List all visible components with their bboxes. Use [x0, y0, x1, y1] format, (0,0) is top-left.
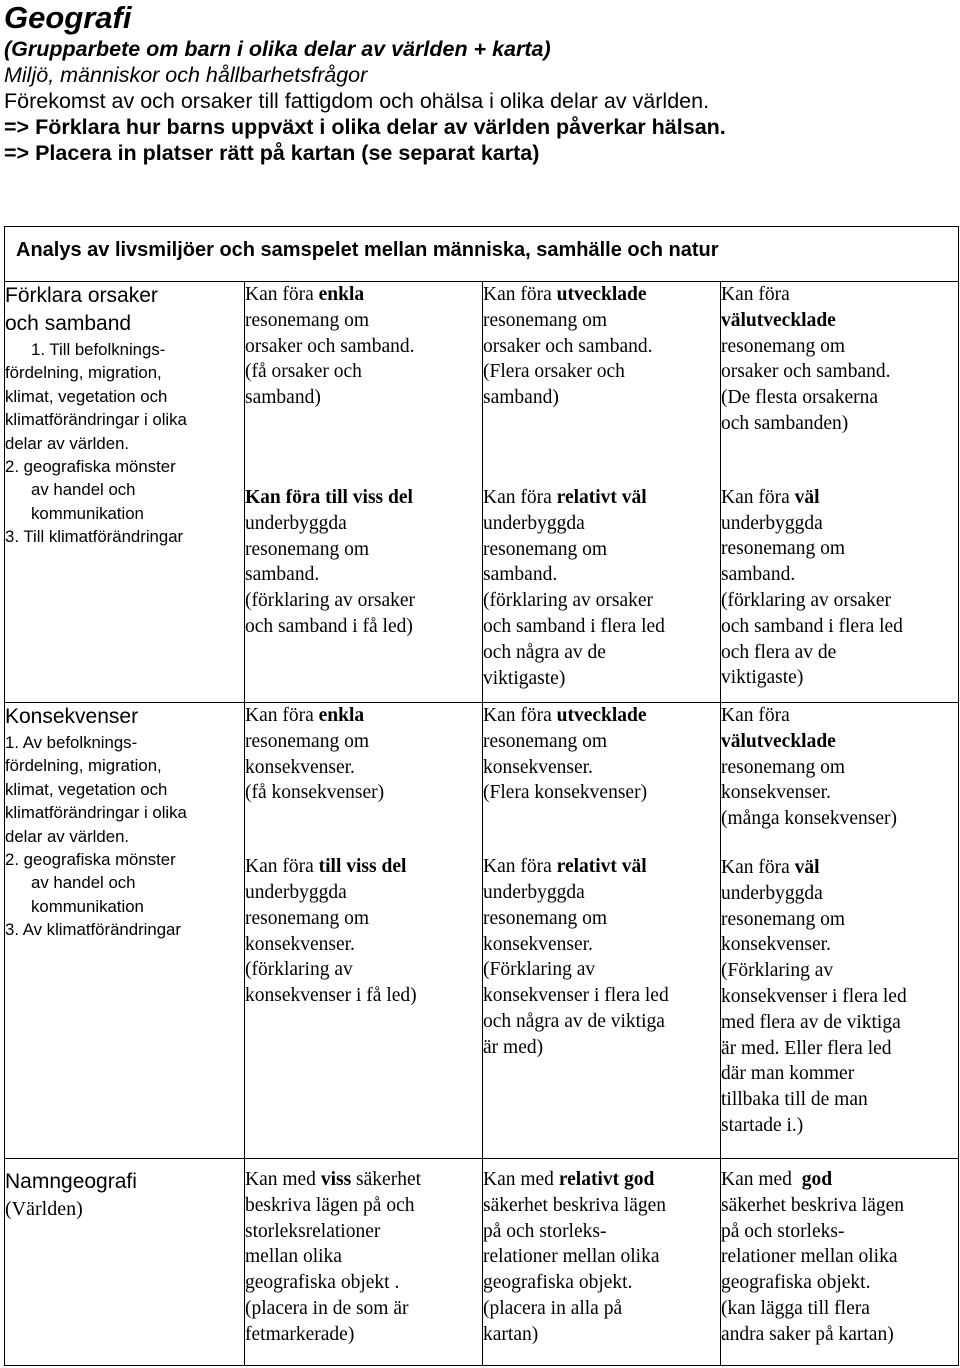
list-item: 3. Till klimatförändringar — [5, 527, 184, 547]
cell-line: (Flera konsekvenser) — [483, 782, 648, 804]
subtitle-topic: Miljö, människor och hållbarhetsfrågor — [4, 63, 368, 87]
cell-line: fetmarkerade) — [245, 1323, 355, 1345]
matrix-banner: Analys av livsmiljöer och samspelet mellan människa, samhälle och natur — [5, 227, 959, 282]
subtitle-group-work: (Grupparbete om barn i olika delar av världen + karta) — [4, 37, 551, 61]
cell-line — [483, 1167, 720, 1193]
cell-line — [245, 1167, 482, 1193]
cell-line: resonemang om — [483, 730, 608, 752]
cell-emphasis: viss — [320, 1169, 352, 1190]
cell-line — [245, 282, 482, 308]
cell-line — [483, 282, 720, 308]
cell-line: är med. Eller flera led — [721, 1037, 892, 1059]
list-item: klimat, vegetation och — [5, 386, 168, 406]
cell-text: Kan föra — [245, 856, 319, 878]
cell-line: (förklaring av orsaker — [245, 590, 416, 612]
cell-text: Kan föra — [721, 486, 795, 508]
cell-line: resonemang om — [245, 538, 370, 560]
cell-line: geografiska objekt. — [721, 1272, 871, 1294]
cell-line: beskriva lägen på och — [245, 1194, 415, 1216]
cell-line: orsaker och samband. — [721, 361, 891, 383]
cell-emphasis: väl — [794, 486, 820, 508]
criteria-list — [5, 338, 244, 549]
cell-line: viktigaste) — [721, 667, 804, 689]
cell-line: på och storleks- — [483, 1220, 607, 1242]
grade-c-cell — [483, 1159, 721, 1366]
cell-emphasis: god — [801, 1169, 833, 1190]
list-item: fördelning, migration, — [5, 756, 162, 776]
cell-line: med flera av de viktiga — [721, 1011, 901, 1033]
cell-line — [483, 703, 720, 729]
cell-line: geografiska objekt . — [245, 1272, 400, 1294]
cell-line: resonemang om — [721, 756, 846, 778]
spacer — [721, 437, 958, 485]
cell-emphasis: till viss del — [318, 856, 407, 878]
cell-line: konsekvenser. — [483, 933, 593, 955]
cell-line: (förklaring av orsaker — [721, 589, 892, 611]
cell-line: resonemang om — [721, 908, 846, 930]
cell-line — [721, 1167, 958, 1193]
cell-text: Kan föra — [245, 284, 319, 305]
list-item: kommunikation — [31, 896, 144, 916]
cell-line: och några av de viktiga — [483, 1010, 665, 1032]
cell-line: (De flesta orsakerna — [721, 387, 878, 409]
list-item: kommunikation — [31, 503, 144, 523]
cell-text: Kan med — [721, 1169, 802, 1190]
criteria-list — [5, 731, 244, 942]
cell-line: storleksrelationer — [245, 1220, 381, 1242]
cell-line: underbyggda — [245, 881, 347, 903]
cell-text: Kan med — [245, 1169, 321, 1190]
list-item: klimatförändringar i olika — [5, 410, 187, 430]
cell-line: konsekvenser i få led) — [245, 985, 417, 1007]
matrix-row-konsekvenser — [5, 703, 959, 1159]
cell-line: är med) — [483, 1036, 544, 1058]
grade-a-cell — [721, 1159, 959, 1366]
header-instruction-2: => Placera in platser rätt på kartan (se separat karta) — [4, 141, 540, 165]
cell-line — [721, 485, 958, 511]
cell-line: andra saker på kartan) — [721, 1323, 894, 1345]
list-item: av handel och — [31, 873, 136, 893]
cell-line: resonemang om — [245, 309, 370, 331]
cell-line: konsekvenser i flera led — [483, 985, 669, 1007]
grade-c-cell — [483, 703, 721, 1159]
cell-line: underbyggda — [483, 512, 585, 534]
cell-emphasis: relativt väl — [556, 486, 647, 508]
cell-line: resonemang om — [721, 538, 846, 560]
cell-line: Kan föra — [721, 284, 790, 305]
cell-line: tillbaka till de man — [721, 1089, 868, 1111]
cell-line: startade i.) — [721, 1114, 804, 1136]
cell-line: underbyggda — [245, 512, 347, 534]
list-item: 2. geografiska mönster — [5, 850, 176, 870]
list-item: fördelning, migration, — [5, 363, 162, 383]
row-sublabel: (Världen) — [5, 1198, 83, 1220]
cell-line: geografiska objekt. — [483, 1272, 633, 1294]
page-title: Geografi — [4, 0, 132, 35]
cell-line: säkerhet beskriva lägen — [483, 1194, 667, 1216]
cell-line: och samband i få led) — [245, 615, 413, 637]
cell-line: resonemang om — [245, 907, 370, 929]
cell-line: konsekvenser. — [245, 933, 355, 955]
cell-line: samband) — [483, 387, 559, 409]
cell-line: orsaker och samband. — [245, 335, 415, 357]
cell-text: Kan föra — [721, 856, 795, 878]
cell-emphasis-line: välutvecklade — [721, 730, 836, 752]
grade-a-cell — [721, 282, 959, 703]
cell-line: resonemang om — [721, 335, 846, 357]
cell-line: konsekvenser. — [721, 782, 831, 804]
cell-line: (kan lägga till flera — [721, 1297, 870, 1319]
spacer — [483, 806, 720, 854]
cell-line: (förklaring av — [245, 959, 353, 981]
cell-line: och några av de — [483, 641, 606, 663]
cell-line: samband. — [483, 564, 558, 586]
list-item: av handel och — [31, 480, 136, 500]
cell-line: (placera in alla på — [483, 1297, 623, 1319]
cell-emphasis-line: välutvecklade — [721, 309, 836, 331]
list-item: klimatförändringar i olika — [5, 803, 187, 823]
cell-line: och flera av de — [721, 641, 837, 663]
grade-c-cell — [483, 282, 721, 703]
matrix-row-orsaker — [5, 282, 959, 703]
matrix-row-namngeografi — [5, 1159, 959, 1366]
cell-line: resonemang om — [483, 538, 608, 560]
list-item: delar av världen. — [5, 433, 130, 453]
cell-line: samband. — [245, 564, 320, 586]
header-text-line: Förekomst av och orsaker till fattigdom och ohälsa i olika delar av världen. — [4, 89, 710, 113]
cell-line: konsekvenser. — [245, 756, 355, 778]
cell-line: (Förklaring av — [483, 959, 596, 981]
cell-emphasis: relativt väl — [556, 856, 647, 878]
cell-line: underbyggda — [483, 881, 585, 903]
cell-emphasis: enkla — [318, 284, 365, 305]
cell-emphasis: utvecklade — [556, 705, 647, 726]
cell-line: (få orsaker och — [245, 361, 362, 383]
grade-e-cell — [245, 703, 483, 1159]
spacer — [483, 411, 720, 485]
cell-text: Kan föra — [483, 486, 557, 508]
cell-line: där man kommer — [721, 1063, 855, 1085]
cell-line: (Förklaring av — [721, 960, 834, 982]
cell-line: säkerhet beskriva lägen — [721, 1194, 905, 1216]
list-item: 2. geografiska mönster — [5, 457, 176, 477]
list-item: 1. Av befolknings- — [5, 733, 138, 752]
cell-line — [483, 485, 720, 511]
list-item: delar av världen. — [5, 826, 130, 846]
cell-emphasis: relativt god — [558, 1169, 655, 1190]
cell-emphasis: väl — [794, 856, 820, 878]
cell-line: konsekvenser i flera led — [721, 985, 907, 1007]
cell-line: (få konsekvenser) — [245, 782, 385, 804]
cell-line: på och storleks- — [721, 1220, 845, 1242]
cell-line: och samband i flera led — [483, 615, 665, 637]
cell-line: samband) — [245, 387, 321, 409]
cell-line: kartan) — [483, 1323, 539, 1345]
cell-line: underbyggda — [721, 882, 823, 904]
cell-emphasis: enkla — [318, 705, 365, 726]
row-label-line: Konsekvenser — [5, 705, 139, 728]
cell-text: Kan föra — [245, 705, 319, 726]
row-label-namngeografi — [5, 1159, 245, 1366]
cell-line: konsekvenser. — [483, 756, 593, 778]
cell-text: Kan föra — [483, 705, 557, 726]
cell-line: relationer mellan olika — [483, 1246, 660, 1268]
cell-line: resonemang om — [483, 907, 608, 929]
cell-text: Kan föra — [483, 856, 557, 878]
cell-text: säkerhet — [351, 1169, 422, 1190]
cell-line: samband. — [721, 564, 796, 586]
cell-line: mellan olika — [245, 1246, 342, 1268]
row-label-line: Förklara orsaker — [5, 284, 158, 307]
cell-line: (förklaring av orsaker — [483, 590, 654, 612]
cell-line: (många konsekvenser) — [721, 808, 897, 830]
cell-line: och samband i flera led — [721, 615, 903, 637]
cell-line: viktigaste) — [483, 667, 566, 689]
cell-line: resonemang om — [245, 730, 370, 752]
list-item: 1. Till befolknings- — [31, 340, 166, 359]
cell-line — [245, 703, 482, 729]
cell-text: Kan med — [483, 1169, 559, 1190]
grade-a-cell — [721, 703, 959, 1159]
cell-line: underbyggda — [721, 512, 823, 534]
cell-emphasis-line: Kan föra till viss del — [245, 486, 413, 508]
cell-line: relationer mellan olika — [721, 1246, 898, 1268]
row-label-konsekvenser — [5, 703, 245, 1159]
cell-line: Kan föra — [721, 705, 790, 726]
cell-line: (Flera orsaker och — [483, 361, 625, 383]
header-instruction-1: => Förklara hur barns uppväxt i olika delar av världen påverkar hälsan. — [4, 115, 726, 139]
list-item: 3. Av klimatförändringar — [5, 920, 181, 940]
cell-line — [483, 854, 720, 880]
cell-line — [245, 854, 482, 880]
cell-line — [721, 855, 958, 881]
row-label-orsaker — [5, 282, 245, 703]
grade-e-cell — [245, 282, 483, 703]
spacer — [721, 832, 958, 855]
cell-line: (placera in de som är — [245, 1297, 409, 1319]
assessment-matrix — [4, 226, 959, 1366]
row-label-line: Namngeografi — [5, 1170, 137, 1193]
cell-line: och sambanden) — [721, 412, 849, 434]
spacer — [245, 411, 482, 485]
row-label-line: och samband — [5, 312, 132, 335]
grade-e-cell — [245, 1159, 483, 1366]
cell-text: Kan föra — [483, 284, 557, 305]
cell-emphasis: utvecklade — [556, 284, 647, 305]
document-header — [4, 0, 954, 166]
list-item: klimat, vegetation och — [5, 779, 168, 799]
cell-line: konsekvenser. — [721, 934, 831, 956]
spacer — [245, 806, 482, 854]
cell-line: orsaker och samband. — [483, 335, 653, 357]
cell-line: resonemang om — [483, 309, 608, 331]
